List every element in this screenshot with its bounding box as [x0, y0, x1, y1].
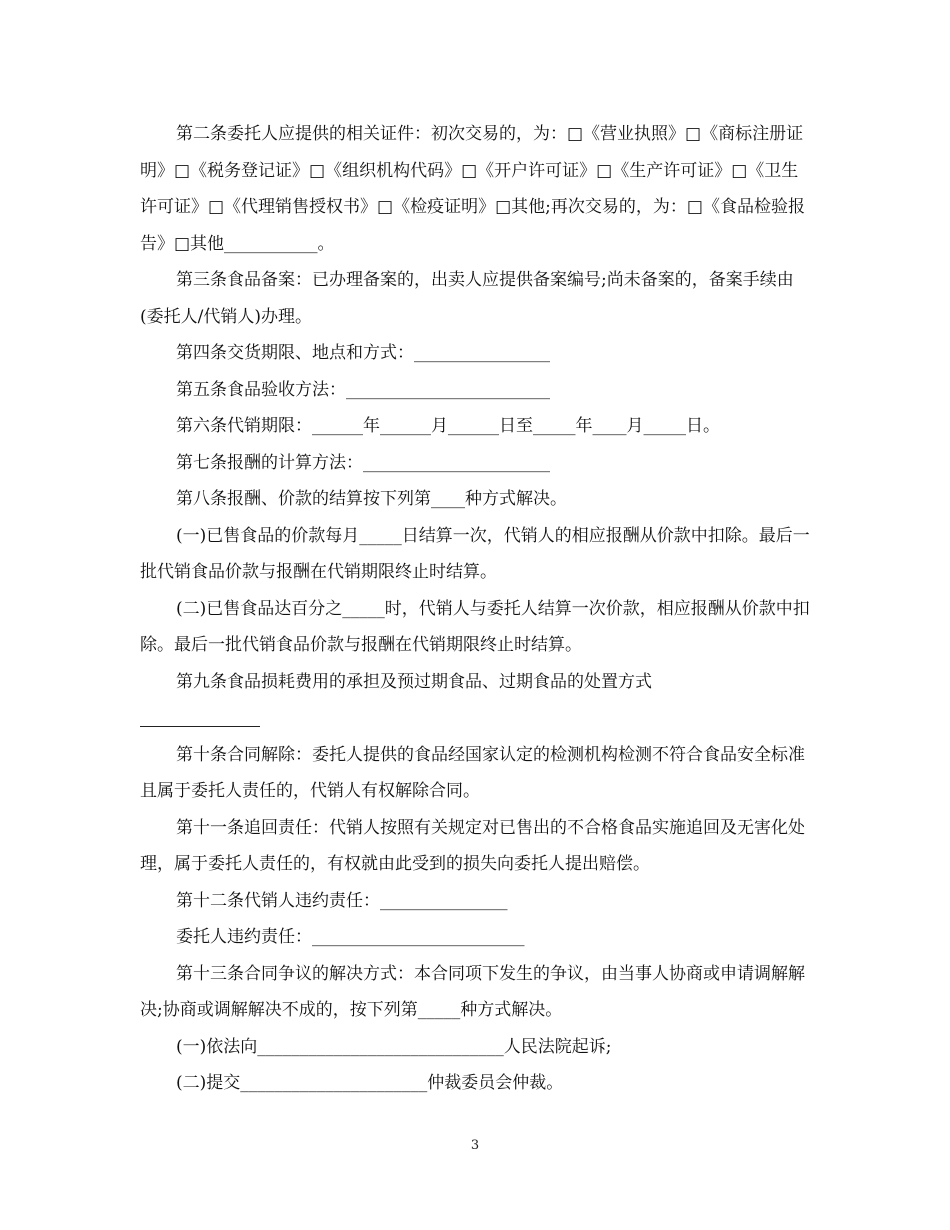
clause-8-option-1: (一)已售食品的价款每月_____日结算一次，代销人的相应报酬从价款中扣除。最后一批代销食品价款与报酬在代销期限终止时结算。: [140, 525, 810, 582]
clause-12-client: 委托人违约责任：_________________________: [176, 927, 525, 947]
clause-11: 第十一条追回责任：代销人按照有关规定对已售出的不合格食品实施追回及无害化处理，属于委托人责任的，有权就由此受到的损失向委托人提出赔偿。: [140, 817, 805, 874]
clause-5: 第五条食品验收方法：________________________: [176, 379, 550, 400]
clause-7: 第七条报酬的计算方法：______________________: [176, 452, 550, 473]
document-body: [140, 116, 815, 1102]
page-number: 3: [470, 1138, 480, 1153]
clause-9-blank-line: [140, 700, 815, 737]
clause-10: 第十条合同解除：委托人提供的食品经国家认定的检测机构检测不符合食品安全标准且属于委托人责任的，代销人有权解除合同。: [140, 744, 805, 801]
clause-13-option-1: (一)依法向_____________________________人民法院起诉;: [176, 1036, 612, 1057]
clause-13-option-2: (二)提交______________________仲裁委员会仲裁。: [176, 1073, 564, 1093]
clause-12: 第十二条代销人违约责任：_______________: [176, 890, 508, 911]
clause-8-option-2: (二)已售食品达百分之_____时，代销人与委托人结算一次价款，相应报酬从价款中扣除。最后一批代销食品价款与报酬在代销期限终止时结算。: [140, 598, 810, 655]
clause-8: 第八条报酬、价款的结算按下列第____种方式解决。: [176, 489, 567, 509]
clause-6: 第六条代销期限：______年______月______日至_____年____月_____日。: [176, 416, 720, 436]
blank-rule: [140, 726, 260, 727]
clause-9: 第九条食品损耗费用的承担及预过期食品、过期食品的处置方式: [176, 671, 652, 692]
clause-4: 第四条交货期限、地点和方式：________________: [176, 343, 550, 363]
clause-2: 第二条委托人应提供的相关证件：初次交易的，为：□《营业执照》□《商标注册证明》□《税务登记证》□《组织机构代码》□《开户许可证》□《生产许可证》□《卫生许可证》□《代理销售授权书》□《检疫证明》□其他;再次交易的，为：□《食品检验报告》□其他___________。: [140, 124, 805, 254]
clause-13: 第十三条合同争议的解决方式：本合同项下发生的争议，由当事人协商或申请调解解决;协商或调解解决不成的，按下列第_____种方式解决。: [140, 963, 805, 1020]
clause-3: 第三条食品备案：已办理备案的，出卖人应提供备案编号;尚未备案的，备案手续由(委托人/代销人)办理。: [140, 270, 794, 327]
